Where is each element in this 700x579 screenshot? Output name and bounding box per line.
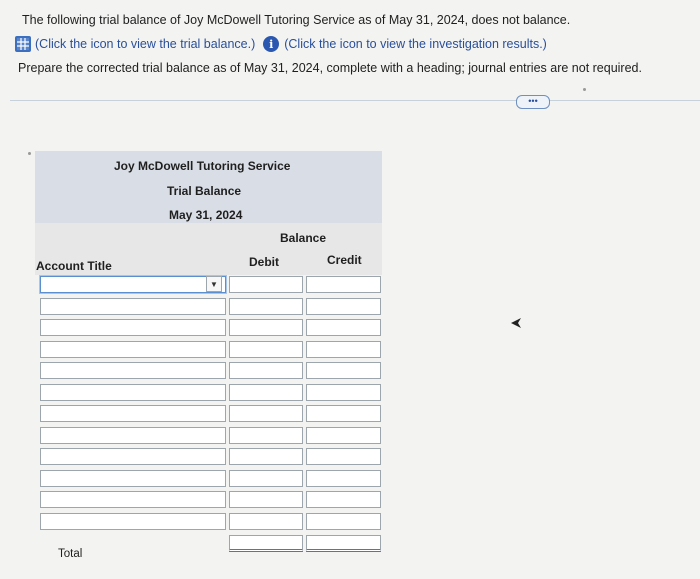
more-button[interactable]: ••• [516, 95, 550, 109]
debit-input[interactable] [229, 341, 303, 358]
question-text: The following trial balance of Joy McDowell Tutoring Service as of May 31, 2024, does not balance. [22, 13, 571, 27]
account-title-input[interactable] [40, 405, 226, 422]
debit-input[interactable] [229, 448, 303, 465]
debit-input[interactable] [229, 362, 303, 379]
balance-header: Balance [280, 231, 327, 245]
account-title-input[interactable] [40, 298, 226, 315]
debit-input[interactable] [229, 319, 303, 336]
account-title-input[interactable] [40, 341, 226, 358]
instruction-text: Prepare the corrected trial balance as of May 31, 2024, complete with a heading; journal entries are not required. [18, 61, 642, 75]
statement-date: May 31, 2024 [169, 208, 243, 222]
divider [10, 100, 700, 101]
credit-input[interactable] [306, 319, 381, 336]
dot-mark [583, 88, 586, 91]
debit-input[interactable] [229, 298, 303, 315]
account-title-input[interactable] [40, 427, 226, 444]
account-title-select[interactable] [40, 276, 226, 293]
statement-title: Trial Balance [167, 184, 242, 198]
debit-input[interactable] [229, 405, 303, 422]
dropdown-arrow-icon[interactable]: ▼ [206, 276, 222, 292]
credit-input[interactable] [306, 491, 381, 508]
credit-input[interactable] [306, 276, 381, 293]
credit-header: Credit [327, 253, 362, 267]
company-name: Joy McDowell Tutoring Service [114, 159, 291, 173]
debit-input[interactable] [229, 427, 303, 444]
total-debit-input[interactable] [229, 535, 303, 552]
credit-input[interactable] [306, 341, 381, 358]
dot-mark [28, 152, 31, 155]
debit-input[interactable] [229, 384, 303, 401]
debit-input[interactable] [229, 470, 303, 487]
debit-input[interactable] [229, 491, 303, 508]
credit-input[interactable] [306, 362, 381, 379]
credit-input[interactable] [306, 384, 381, 401]
account-title-input[interactable] [40, 470, 226, 487]
credit-input[interactable] [306, 448, 381, 465]
credit-input[interactable] [306, 405, 381, 422]
investigation-link[interactable]: (Click the icon to view the investigation results.) [284, 37, 547, 51]
total-credit-input[interactable] [306, 535, 381, 552]
debit-input[interactable] [229, 513, 303, 530]
credit-input[interactable] [306, 427, 381, 444]
account-title-input[interactable] [40, 513, 226, 530]
debit-header: Debit [249, 255, 279, 269]
credit-input[interactable] [306, 470, 381, 487]
info-icon[interactable]: i [263, 36, 279, 52]
mouse-cursor-icon [510, 317, 522, 329]
total-label: Total [58, 548, 83, 560]
spreadsheet-icon[interactable] [15, 36, 31, 52]
icon-links-row [15, 36, 547, 52]
trial-balance-link[interactable]: (Click the icon to view the trial balance.) [35, 37, 256, 51]
debit-input[interactable] [229, 276, 303, 293]
account-title-input[interactable] [40, 491, 226, 508]
credit-input[interactable] [306, 298, 381, 315]
account-title-input[interactable] [40, 384, 226, 401]
account-title-input[interactable] [40, 448, 226, 465]
account-title-input[interactable] [40, 362, 226, 379]
account-title-input[interactable] [40, 319, 226, 336]
credit-input[interactable] [306, 513, 381, 530]
account-title-header: Account Title [36, 259, 112, 273]
